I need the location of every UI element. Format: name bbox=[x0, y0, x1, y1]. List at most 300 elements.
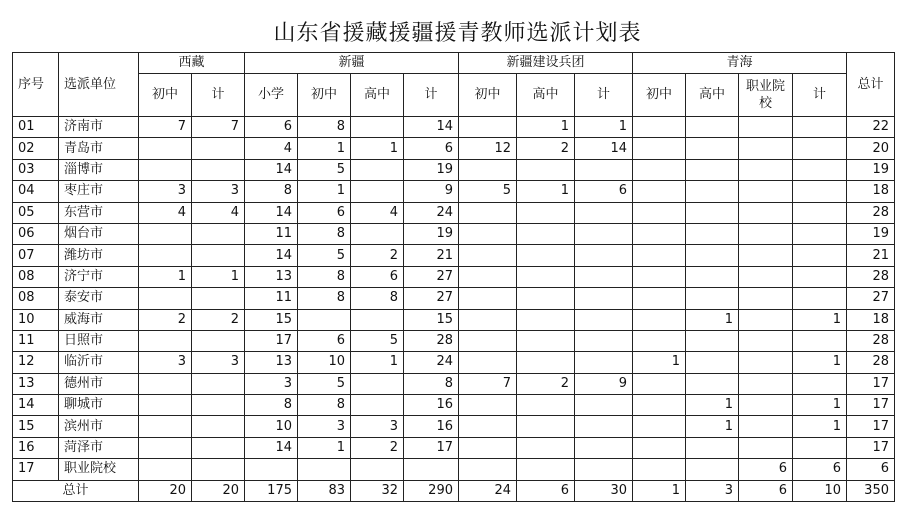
table-cell bbox=[351, 223, 404, 244]
table-cell bbox=[459, 352, 517, 373]
total-row-label: 总计 bbox=[13, 480, 139, 501]
table-cell bbox=[793, 437, 847, 458]
table-cell: 1 bbox=[686, 416, 739, 437]
table-cell: 17 bbox=[847, 437, 895, 458]
table-row bbox=[13, 117, 895, 138]
row-unit: 临沂市 bbox=[59, 352, 139, 373]
table-cell: 6 bbox=[351, 266, 404, 287]
row-seq: 16 bbox=[13, 437, 59, 458]
table-cell bbox=[192, 245, 245, 266]
row-unit: 济宁市 bbox=[59, 266, 139, 287]
table-cell bbox=[139, 373, 192, 394]
table-cell: 1 bbox=[793, 309, 847, 330]
table-cell bbox=[139, 245, 192, 266]
table-cell: 5 bbox=[298, 373, 351, 394]
table-cell bbox=[139, 395, 192, 416]
table-cell bbox=[793, 223, 847, 244]
table-cell bbox=[404, 459, 459, 480]
table-cell: 4 bbox=[351, 202, 404, 223]
table-cell bbox=[575, 266, 633, 287]
table-cell bbox=[459, 309, 517, 330]
table-cell bbox=[351, 117, 404, 138]
table-cell bbox=[139, 416, 192, 437]
table-cell: 14 bbox=[245, 245, 298, 266]
table-cell bbox=[192, 459, 245, 480]
table-cell bbox=[686, 117, 739, 138]
table-cell bbox=[793, 117, 847, 138]
table-cell: 8 bbox=[298, 288, 351, 309]
table-cell: 13 bbox=[245, 352, 298, 373]
table-cell bbox=[517, 352, 575, 373]
row-unit: 职业院校 bbox=[59, 459, 139, 480]
table-row bbox=[13, 330, 895, 351]
table-cell bbox=[575, 459, 633, 480]
table-cell bbox=[739, 159, 793, 180]
table-cell bbox=[517, 288, 575, 309]
table-cell: 20 bbox=[192, 480, 245, 501]
table-cell: 2 bbox=[139, 309, 192, 330]
teacher-plan-table bbox=[12, 52, 895, 502]
table-cell: 5 bbox=[351, 330, 404, 351]
subheader: 计 bbox=[404, 74, 459, 117]
table-cell bbox=[633, 309, 686, 330]
table-cell: 17 bbox=[847, 416, 895, 437]
table-cell: 6 bbox=[245, 117, 298, 138]
table-cell bbox=[686, 459, 739, 480]
table-cell bbox=[793, 288, 847, 309]
table-cell bbox=[633, 245, 686, 266]
table-cell: 16 bbox=[404, 416, 459, 437]
table-cell: 8 bbox=[245, 181, 298, 202]
table-cell: 6 bbox=[793, 459, 847, 480]
table-cell bbox=[351, 159, 404, 180]
table-cell: 3 bbox=[298, 416, 351, 437]
row-seq: 13 bbox=[13, 373, 59, 394]
table-cell bbox=[633, 395, 686, 416]
table-cell: 32 bbox=[351, 480, 404, 501]
row-unit: 滨州市 bbox=[59, 416, 139, 437]
table-cell: 8 bbox=[404, 373, 459, 394]
table-cell: 2 bbox=[517, 373, 575, 394]
table-cell: 30 bbox=[575, 480, 633, 501]
table-cell: 4 bbox=[192, 202, 245, 223]
header-group-bingtuan: 新疆建设兵团 bbox=[459, 53, 633, 74]
table-cell bbox=[192, 159, 245, 180]
table-cell bbox=[298, 309, 351, 330]
table-row bbox=[13, 459, 895, 480]
table-cell: 13 bbox=[245, 266, 298, 287]
table-cell: 1 bbox=[686, 309, 739, 330]
table-cell bbox=[793, 181, 847, 202]
table-cell: 14 bbox=[245, 202, 298, 223]
table-cell bbox=[739, 288, 793, 309]
header-unit: 选派单位 bbox=[59, 53, 139, 117]
table-row bbox=[13, 309, 895, 330]
table-cell bbox=[459, 459, 517, 480]
row-unit: 潍坊市 bbox=[59, 245, 139, 266]
row-unit: 菏泽市 bbox=[59, 437, 139, 458]
row-seq: 04 bbox=[13, 181, 59, 202]
table-cell bbox=[459, 159, 517, 180]
table-row bbox=[13, 159, 895, 180]
table-cell: 6 bbox=[404, 138, 459, 159]
table-cell: 18 bbox=[847, 181, 895, 202]
table-cell: 5 bbox=[459, 181, 517, 202]
subheader: 职业院校 bbox=[739, 74, 793, 117]
table-cell bbox=[739, 223, 793, 244]
row-unit: 烟台市 bbox=[59, 223, 139, 244]
table-cell bbox=[517, 223, 575, 244]
row-unit: 东营市 bbox=[59, 202, 139, 223]
table-cell bbox=[739, 309, 793, 330]
header-group-qinghai: 青海 bbox=[633, 53, 847, 74]
table-cell bbox=[686, 223, 739, 244]
table-cell bbox=[739, 330, 793, 351]
table-cell bbox=[575, 288, 633, 309]
table-cell: 6 bbox=[739, 480, 793, 501]
table-cell: 14 bbox=[245, 159, 298, 180]
row-unit: 青岛市 bbox=[59, 138, 139, 159]
table-cell: 24 bbox=[404, 202, 459, 223]
table-cell bbox=[739, 266, 793, 287]
table-cell bbox=[793, 159, 847, 180]
table-cell bbox=[351, 373, 404, 394]
table-cell bbox=[575, 245, 633, 266]
table-cell bbox=[793, 266, 847, 287]
page-title: 山东省援藏援疆援青教师选派计划表 bbox=[273, 21, 642, 46]
subheader: 高中 bbox=[351, 74, 404, 117]
table-cell: 1 bbox=[298, 181, 351, 202]
table-cell bbox=[686, 202, 739, 223]
table-cell: 1 bbox=[139, 266, 192, 287]
row-seq: 02 bbox=[13, 138, 59, 159]
table-cell: 24 bbox=[404, 352, 459, 373]
table-row bbox=[13, 416, 895, 437]
table-cell: 15 bbox=[245, 309, 298, 330]
table-cell: 21 bbox=[847, 245, 895, 266]
table-cell: 6 bbox=[298, 202, 351, 223]
table-cell: 8 bbox=[298, 266, 351, 287]
table-cell bbox=[517, 202, 575, 223]
table-cell: 2 bbox=[351, 245, 404, 266]
table-cell: 12 bbox=[459, 138, 517, 159]
table-cell bbox=[192, 223, 245, 244]
table-cell: 3 bbox=[686, 480, 739, 501]
table-cell: 1 bbox=[633, 352, 686, 373]
table-cell bbox=[517, 437, 575, 458]
table-cell bbox=[739, 138, 793, 159]
table-row bbox=[13, 181, 895, 202]
table-cell: 19 bbox=[404, 159, 459, 180]
table-body bbox=[13, 117, 895, 481]
table-cell bbox=[633, 459, 686, 480]
table-cell bbox=[739, 202, 793, 223]
table-cell bbox=[686, 330, 739, 351]
table-cell bbox=[351, 395, 404, 416]
table-cell: 19 bbox=[847, 159, 895, 180]
table-cell: 10 bbox=[793, 480, 847, 501]
table-cell: 19 bbox=[847, 223, 895, 244]
table-cell: 1 bbox=[351, 352, 404, 373]
row-unit: 枣庄市 bbox=[59, 181, 139, 202]
table-cell bbox=[351, 309, 404, 330]
row-seq: 08 bbox=[13, 266, 59, 287]
table-cell bbox=[633, 437, 686, 458]
row-unit: 聊城市 bbox=[59, 395, 139, 416]
table-cell: 28 bbox=[847, 202, 895, 223]
table-cell bbox=[633, 181, 686, 202]
table-cell bbox=[139, 437, 192, 458]
subheader: 计 bbox=[793, 74, 847, 117]
table-cell: 18 bbox=[847, 309, 895, 330]
table-cell bbox=[793, 202, 847, 223]
table-row bbox=[13, 202, 895, 223]
table-cell: 11 bbox=[245, 288, 298, 309]
table-cell bbox=[575, 202, 633, 223]
subheader: 初中 bbox=[633, 74, 686, 117]
table-cell: 1 bbox=[517, 181, 575, 202]
table-cell bbox=[686, 138, 739, 159]
row-seq: 06 bbox=[13, 223, 59, 244]
table-cell bbox=[192, 138, 245, 159]
table-row bbox=[13, 245, 895, 266]
table-cell: 7 bbox=[459, 373, 517, 394]
header-total: 总计 bbox=[847, 53, 895, 117]
table-cell: 11 bbox=[245, 223, 298, 244]
table-cell: 175 bbox=[245, 480, 298, 501]
table-cell: 17 bbox=[847, 373, 895, 394]
table-cell bbox=[793, 373, 847, 394]
table-cell bbox=[739, 181, 793, 202]
table-cell bbox=[192, 395, 245, 416]
table-cell bbox=[459, 202, 517, 223]
subheader: 计 bbox=[575, 74, 633, 117]
table-cell bbox=[686, 245, 739, 266]
row-unit: 德州市 bbox=[59, 373, 139, 394]
row-unit: 日照市 bbox=[59, 330, 139, 351]
table-cell bbox=[459, 437, 517, 458]
table-cell: 20 bbox=[139, 480, 192, 501]
header-group-xinjiang: 新疆 bbox=[245, 53, 459, 74]
table-cell bbox=[633, 202, 686, 223]
table-cell bbox=[139, 138, 192, 159]
table-cell bbox=[517, 245, 575, 266]
table-cell: 2 bbox=[517, 138, 575, 159]
table-cell bbox=[575, 159, 633, 180]
table-cell bbox=[686, 352, 739, 373]
table-cell bbox=[686, 373, 739, 394]
table-cell: 5 bbox=[298, 245, 351, 266]
table-row bbox=[13, 395, 895, 416]
table-cell: 6 bbox=[575, 181, 633, 202]
table-cell: 7 bbox=[139, 117, 192, 138]
table-cell bbox=[739, 117, 793, 138]
table-cell: 27 bbox=[847, 288, 895, 309]
table-cell bbox=[192, 330, 245, 351]
table-cell: 28 bbox=[847, 330, 895, 351]
table-cell: 1 bbox=[298, 138, 351, 159]
row-seq: 07 bbox=[13, 245, 59, 266]
table-cell bbox=[633, 223, 686, 244]
table-cell: 8 bbox=[245, 395, 298, 416]
table-cell bbox=[139, 223, 192, 244]
table-cell: 6 bbox=[298, 330, 351, 351]
table-cell bbox=[192, 416, 245, 437]
table-cell: 8 bbox=[298, 395, 351, 416]
table-cell bbox=[192, 373, 245, 394]
table-cell bbox=[351, 181, 404, 202]
table-cell: 14 bbox=[245, 437, 298, 458]
table-cell bbox=[139, 159, 192, 180]
table-cell: 20 bbox=[847, 138, 895, 159]
table-cell: 3 bbox=[192, 181, 245, 202]
table-cell: 1 bbox=[633, 480, 686, 501]
table-cell: 350 bbox=[847, 480, 895, 501]
table-cell bbox=[575, 395, 633, 416]
subheader: 高中 bbox=[517, 74, 575, 117]
table-row bbox=[13, 352, 895, 373]
table-cell: 8 bbox=[298, 117, 351, 138]
table-cell bbox=[575, 416, 633, 437]
row-seq: 17 bbox=[13, 459, 59, 480]
table-row bbox=[13, 373, 895, 394]
table-cell: 19 bbox=[404, 223, 459, 244]
table-cell bbox=[633, 159, 686, 180]
row-seq: 01 bbox=[13, 117, 59, 138]
row-seq: 12 bbox=[13, 352, 59, 373]
table-cell bbox=[459, 288, 517, 309]
table-row bbox=[13, 266, 895, 287]
table-cell bbox=[517, 309, 575, 330]
table-cell: 17 bbox=[245, 330, 298, 351]
row-seq: 03 bbox=[13, 159, 59, 180]
table-row bbox=[13, 138, 895, 159]
table-cell bbox=[245, 459, 298, 480]
table-cell: 3 bbox=[139, 352, 192, 373]
subheader: 初中 bbox=[459, 74, 517, 117]
table-cell: 24 bbox=[459, 480, 517, 501]
row-unit: 威海市 bbox=[59, 309, 139, 330]
table-cell bbox=[633, 373, 686, 394]
table-cell bbox=[633, 266, 686, 287]
table-row bbox=[13, 288, 895, 309]
table-cell: 6 bbox=[739, 459, 793, 480]
table-cell bbox=[633, 117, 686, 138]
table-cell: 1 bbox=[192, 266, 245, 287]
subheader: 初中 bbox=[298, 74, 351, 117]
subheader: 初中 bbox=[139, 74, 192, 117]
table-cell: 9 bbox=[575, 373, 633, 394]
row-seq: 08 bbox=[13, 288, 59, 309]
table-row bbox=[13, 437, 895, 458]
table-cell: 17 bbox=[404, 437, 459, 458]
table-cell bbox=[575, 223, 633, 244]
table-cell bbox=[686, 159, 739, 180]
table-cell: 27 bbox=[404, 266, 459, 287]
table-cell: 1 bbox=[575, 117, 633, 138]
table-cell bbox=[459, 395, 517, 416]
table-cell bbox=[139, 330, 192, 351]
table-cell bbox=[739, 395, 793, 416]
table-cell bbox=[739, 416, 793, 437]
table-cell bbox=[139, 288, 192, 309]
row-unit: 济南市 bbox=[59, 117, 139, 138]
table-cell bbox=[739, 373, 793, 394]
table-cell bbox=[633, 330, 686, 351]
table-cell: 21 bbox=[404, 245, 459, 266]
table-cell: 1 bbox=[517, 117, 575, 138]
row-seq: 05 bbox=[13, 202, 59, 223]
table-cell: 8 bbox=[298, 223, 351, 244]
table-cell bbox=[686, 288, 739, 309]
table-cell: 27 bbox=[404, 288, 459, 309]
table-cell bbox=[517, 416, 575, 437]
table-cell: 6 bbox=[847, 459, 895, 480]
table-cell: 14 bbox=[404, 117, 459, 138]
table-cell bbox=[459, 245, 517, 266]
table-cell bbox=[739, 437, 793, 458]
table-cell: 4 bbox=[139, 202, 192, 223]
table-cell: 7 bbox=[192, 117, 245, 138]
table-cell: 17 bbox=[847, 395, 895, 416]
table-cell: 2 bbox=[351, 437, 404, 458]
table-cell: 83 bbox=[298, 480, 351, 501]
table-cell: 15 bbox=[404, 309, 459, 330]
table-cell bbox=[517, 159, 575, 180]
table-cell bbox=[459, 330, 517, 351]
subheader: 小学 bbox=[245, 74, 298, 117]
table-cell bbox=[192, 437, 245, 458]
table-cell bbox=[633, 288, 686, 309]
table-cell bbox=[459, 223, 517, 244]
table-cell: 16 bbox=[404, 395, 459, 416]
table-cell bbox=[139, 459, 192, 480]
table-cell bbox=[459, 416, 517, 437]
table-cell: 3 bbox=[351, 416, 404, 437]
table-cell bbox=[575, 352, 633, 373]
header-seq: 序号 bbox=[13, 53, 59, 117]
table-cell: 6 bbox=[517, 480, 575, 501]
table-cell: 1 bbox=[686, 395, 739, 416]
table-cell: 2 bbox=[192, 309, 245, 330]
table-cell bbox=[633, 416, 686, 437]
table-cell bbox=[793, 330, 847, 351]
table-cell: 290 bbox=[404, 480, 459, 501]
table-cell bbox=[459, 117, 517, 138]
table-cell bbox=[686, 437, 739, 458]
table-cell: 8 bbox=[351, 288, 404, 309]
row-seq: 10 bbox=[13, 309, 59, 330]
table-row bbox=[13, 223, 895, 244]
table-cell bbox=[739, 245, 793, 266]
table-cell bbox=[575, 309, 633, 330]
table-cell bbox=[633, 138, 686, 159]
table-cell: 1 bbox=[793, 352, 847, 373]
row-seq: 14 bbox=[13, 395, 59, 416]
table-cell bbox=[575, 330, 633, 351]
table-cell: 10 bbox=[245, 416, 298, 437]
table-cell bbox=[192, 288, 245, 309]
table-cell: 4 bbox=[245, 138, 298, 159]
row-unit: 淄博市 bbox=[59, 159, 139, 180]
table-cell bbox=[298, 459, 351, 480]
table-cell bbox=[739, 352, 793, 373]
subheader: 计 bbox=[192, 74, 245, 117]
table-cell: 3 bbox=[139, 181, 192, 202]
table-cell bbox=[517, 395, 575, 416]
table-cell bbox=[793, 245, 847, 266]
table-cell: 1 bbox=[298, 437, 351, 458]
